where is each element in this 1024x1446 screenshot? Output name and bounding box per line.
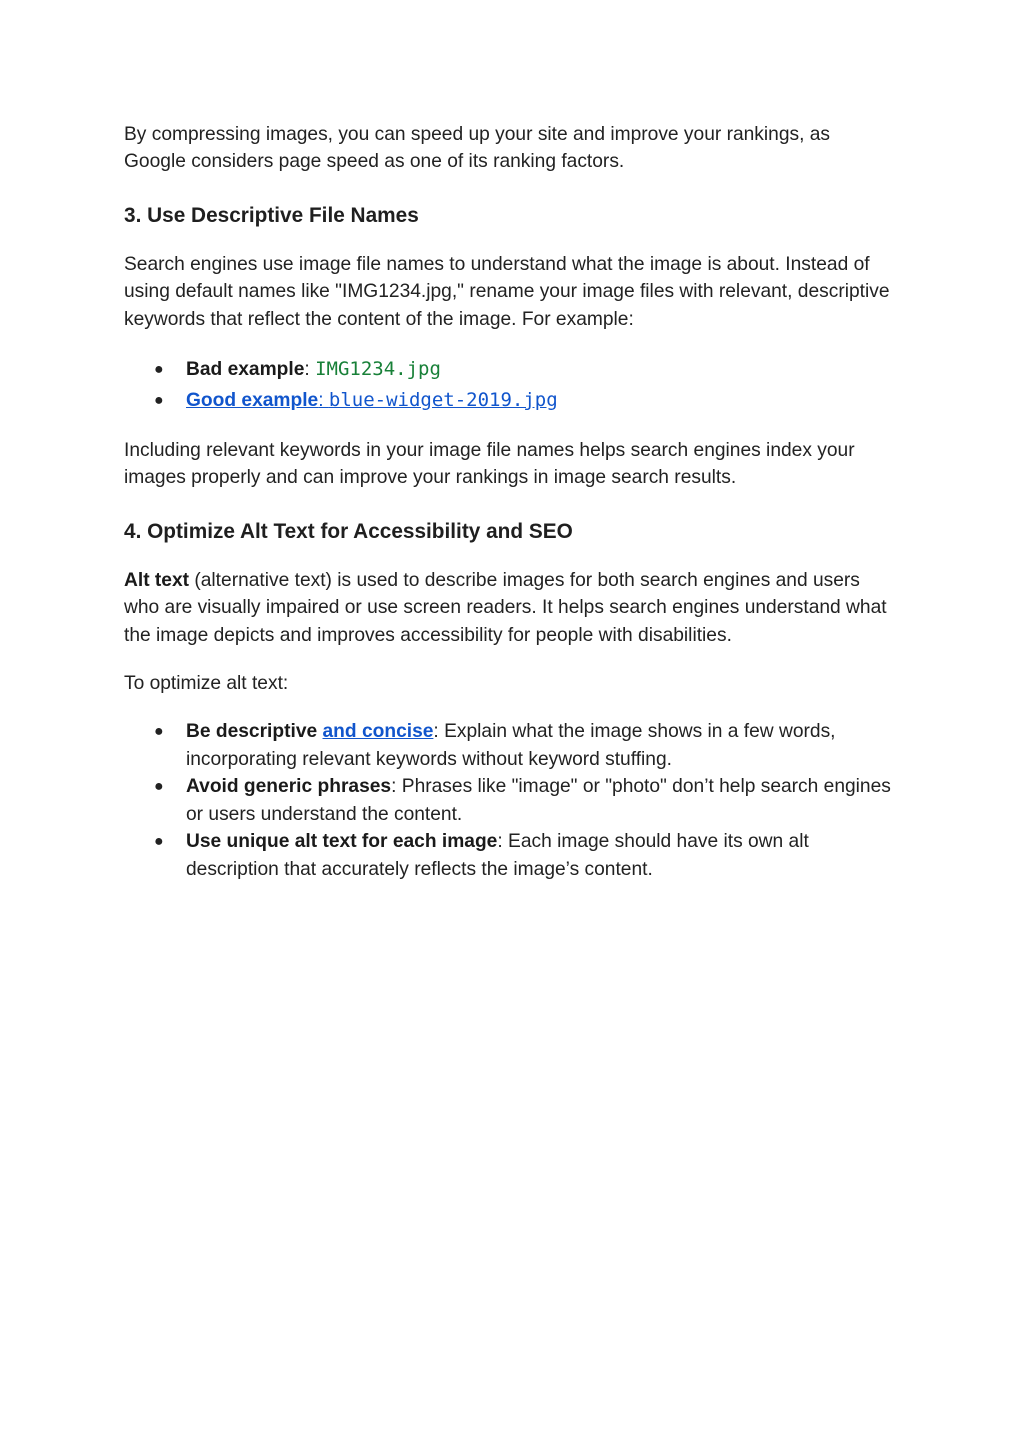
section-4-paragraph <box>124 567 894 649</box>
list-item-tip <box>124 828 894 883</box>
good-example-code[interactable]: blue-widget-2019.jpg <box>328 389 558 412</box>
bullet-icon: ● <box>154 833 164 851</box>
tip-title: Use unique alt text for each image <box>186 831 498 853</box>
bullet-icon: ● <box>154 723 164 741</box>
tip-text: : Phrases like "image" or "photo" don’t help search engines or users understand the content. <box>186 776 891 825</box>
list-item-good-example[interactable] <box>124 385 894 416</box>
intro-paragraph: By compressing images, you can speed up your site and improve your rankings, as Google considers page speed as one of its ranking factors. <box>124 124 831 173</box>
bullet-icon: ● <box>154 392 164 410</box>
section-3-closing-paragraph: Including relevant keywords in your image file names helps search engines index your images properly and can improve your rankings in image search results. <box>124 440 855 489</box>
tip-title: Avoid generic phrases <box>186 776 392 798</box>
and-concise-link-text[interactable]: and concise <box>322 721 434 743</box>
tip-text: : Explain what the image shows in a few words, incorporating relevant keywords without keyword stuffing. <box>186 721 836 770</box>
alt-text-tips-list <box>124 718 894 882</box>
good-example-label[interactable]: Good example <box>186 390 319 412</box>
document-page <box>124 121 894 904</box>
optimize-lead-paragraph: To optimize alt text: <box>124 673 289 695</box>
tip-title: Be descriptive <box>186 721 323 743</box>
bad-example-label: Bad example <box>186 359 305 381</box>
list-item-tip <box>124 773 894 828</box>
alt-text-term: Alt text <box>124 569 190 591</box>
section-4-heading: 4. Optimize Alt Text for Accessibility and SEO <box>124 519 573 543</box>
list-item-bad-example <box>124 354 894 385</box>
good-example-link[interactable] <box>186 390 558 411</box>
section-3-paragraph: Search engines use image file names to understand what the image is about. Instead of using default names like "IMG1234.jpg," rename your image files with relevant, descriptive keywords that reflect the content of the image. For example: <box>124 253 890 330</box>
list-item-tip <box>124 718 894 773</box>
bad-example-code: IMG1234.jpg <box>315 358 441 381</box>
file-name-examples-list <box>124 354 894 416</box>
bullet-icon: ● <box>154 361 164 379</box>
and-concise-link[interactable] <box>323 721 434 742</box>
good-example-separator[interactable]: : <box>318 390 329 412</box>
bullet-icon: ● <box>154 778 164 796</box>
section-3-heading: 3. Use Descriptive File Names <box>124 203 419 227</box>
bad-example-separator: : <box>304 359 316 381</box>
tip-text: : Each image should have its own alt description that accurately reflects the image’s content. <box>186 831 809 880</box>
alt-text-description: (alternative text) is used to describe images for both search engines and users who are visually impaired or use screen readers. It helps search engines understand what the image depicts and improves accessibility for people with disabilities. <box>124 569 887 646</box>
